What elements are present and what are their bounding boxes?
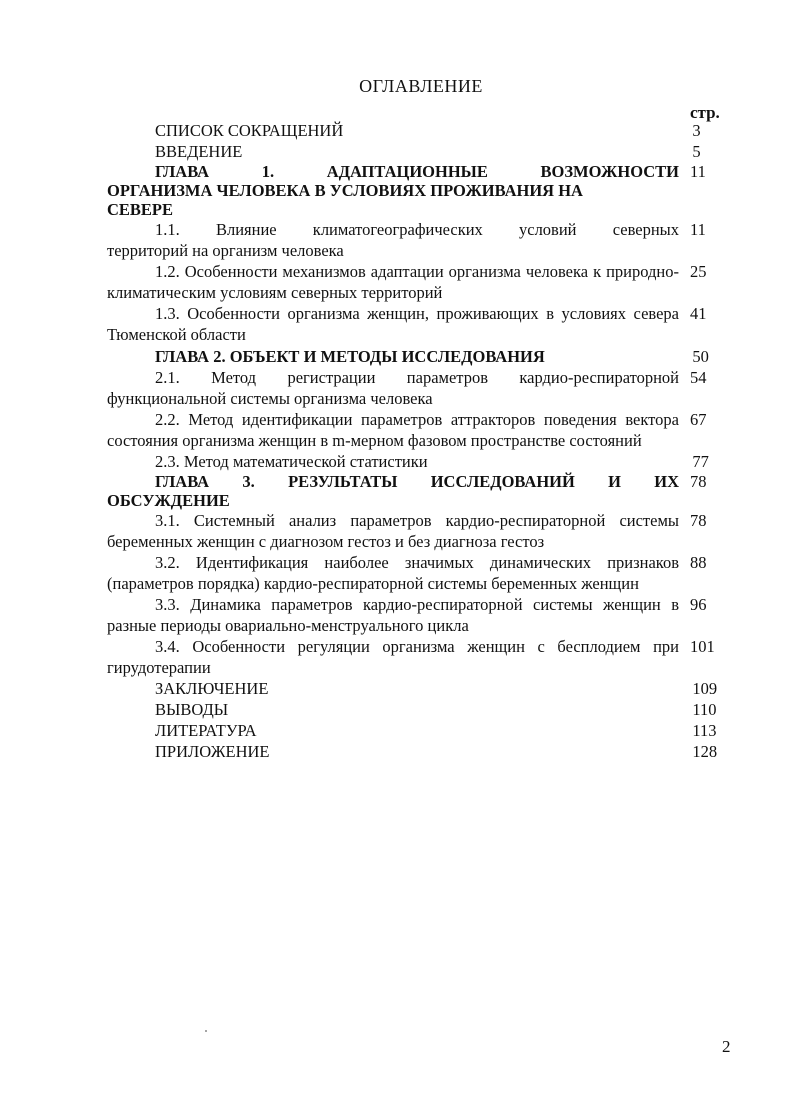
- toc-entry-3-3: [107, 594, 719, 636]
- page-column-header: стр.: [690, 103, 720, 122]
- toc-entry-2-1: [107, 367, 719, 409]
- toc-entry-text: 3.3. Динамика параметров кардио-респираторной системы женщин в разные периоды овариально-менструального цикла: [107, 595, 679, 635]
- toc-entry-1-1: [107, 219, 719, 261]
- toc-entry-page: 11: [690, 220, 706, 239]
- toc-entry-chapter-3: [107, 472, 719, 510]
- toc-entry-2-3: [107, 451, 719, 472]
- toc-entry-text: [107, 162, 679, 219]
- toc-entry-chapter-2: [107, 345, 719, 367]
- toc-entry-text: [107, 472, 679, 510]
- toc-entry-page: 5: [692, 142, 701, 161]
- toc-entry-findings: [107, 699, 719, 720]
- toc-entry-1-3: [107, 303, 719, 345]
- entry-line: территорий на организм человека: [107, 241, 344, 260]
- toc-entry-text: ЗАКЛЮЧЕНИЕ: [155, 679, 269, 698]
- toc-entry-conclusion: [107, 678, 719, 699]
- toc-entry-2-2: [107, 409, 719, 451]
- table-of-contents: [107, 120, 719, 762]
- chapter-title-line: ОБСУЖДЕНИЕ: [107, 491, 230, 510]
- toc-entry-page: 101: [690, 637, 715, 656]
- toc-entry-page: 78: [690, 472, 707, 491]
- toc-entry-page: 54: [690, 368, 707, 387]
- toc-entry-introduction: [107, 141, 719, 162]
- toc-entry-text: 3.4. Особенности регуляции организма женщин с бесплодием при гирудотерапии: [107, 637, 679, 677]
- toc-entry-text: СПИСОК СОКРАЩЕНИЙ: [155, 121, 344, 140]
- toc-entry-page: 25: [690, 262, 707, 281]
- toc-entry-3-1: [107, 510, 719, 552]
- chapter-title-line: ГЛАВА 1. АДАПТАЦИОННЫЕ ВОЗМОЖНОСТИ: [155, 162, 679, 181]
- toc-entry-page: 109: [692, 679, 718, 698]
- toc-entry-chapter-1: [107, 162, 719, 219]
- toc-entry-page: 41: [690, 304, 707, 323]
- toc-entry-page: 77: [692, 452, 709, 471]
- chapter-title-line: ОРГАНИЗМА ЧЕЛОВЕКА В УСЛОВИЯХ ПРОЖИВАНИЯ НА: [107, 181, 583, 200]
- toc-entry-text: ВВЕДЕНИЕ: [155, 142, 243, 161]
- page-number: 2: [722, 1037, 731, 1056]
- toc-entry-text: 3.1. Системный анализ параметров кардио-респираторной системы беременных женщин с диагнозом гестоз и без диагноза гестоз: [107, 511, 679, 551]
- toc-entry-text: [107, 219, 679, 261]
- toc-entry-3-4: [107, 636, 719, 678]
- chapter-title-line: СЕВЕРЕ: [107, 200, 174, 219]
- toc-entry-text: 2.1. Метод регистрации параметров кардио-респираторной функциональной системы организма человека: [107, 368, 679, 408]
- toc-entry-abbreviations: [107, 120, 719, 141]
- toc-entry-text: ЛИТЕРАТУРА: [155, 721, 257, 740]
- toc-entry-text: 1.3. Особенности организма женщин, проживающих в условиях севера Тюменской области: [107, 304, 679, 344]
- toc-entry-page: 88: [690, 553, 707, 572]
- toc-entry-text: 3.2. Идентификация наиболее значимых динамических признаков (параметров порядка) кардио-респираторной системы беременных женщин: [107, 553, 679, 593]
- toc-entry-1-2: [107, 261, 719, 303]
- toc-entry-page: 67: [690, 410, 707, 429]
- toc-entry-page: 110: [692, 700, 717, 719]
- toc-entry-page: 3: [692, 121, 701, 140]
- toc-entry-page: 96: [690, 595, 707, 614]
- toc-entry-text: ПРИЛОЖЕНИЕ: [155, 742, 270, 761]
- toc-entry-page: 128: [692, 742, 718, 761]
- scan-speck: [205, 1030, 207, 1032]
- toc-entry-literature: [107, 720, 719, 741]
- toc-entry-page: 11: [690, 162, 706, 181]
- toc-entry-page: 50: [692, 347, 709, 366]
- entry-line: 1.1. Влияние климатогеографических условий северных: [155, 220, 679, 239]
- toc-entry-page: 78: [690, 511, 707, 530]
- toc-entry-text: 2.3. Метод математической статистики: [155, 452, 428, 471]
- toc-entry-text: 2.2. Метод идентификации параметров аттракторов поведения вектора состояния организма женщин в m-мерном фазовом пространстве состояний: [107, 410, 679, 450]
- toc-entry-text: ГЛАВА 2. ОБЪЕКТ И МЕТОДЫ ИССЛЕДОВАНИЯ: [155, 347, 545, 366]
- toc-entry-page: 113: [692, 721, 717, 740]
- toc-entry-text: 1.2. Особенности механизмов адаптации организма человека к природно-климатическим условиям северных территорий: [107, 262, 679, 302]
- toc-entry-text: ВЫВОДЫ: [155, 700, 229, 719]
- document-title: ОГЛАВЛЕНИЕ: [359, 76, 483, 96]
- chapter-title-line: ГЛАВА 3. РЕЗУЛЬТАТЫ ИССЛЕДОВАНИЙ И ИХ: [155, 472, 679, 491]
- toc-entry-3-2: [107, 552, 719, 594]
- toc-entry-appendix: [107, 741, 719, 762]
